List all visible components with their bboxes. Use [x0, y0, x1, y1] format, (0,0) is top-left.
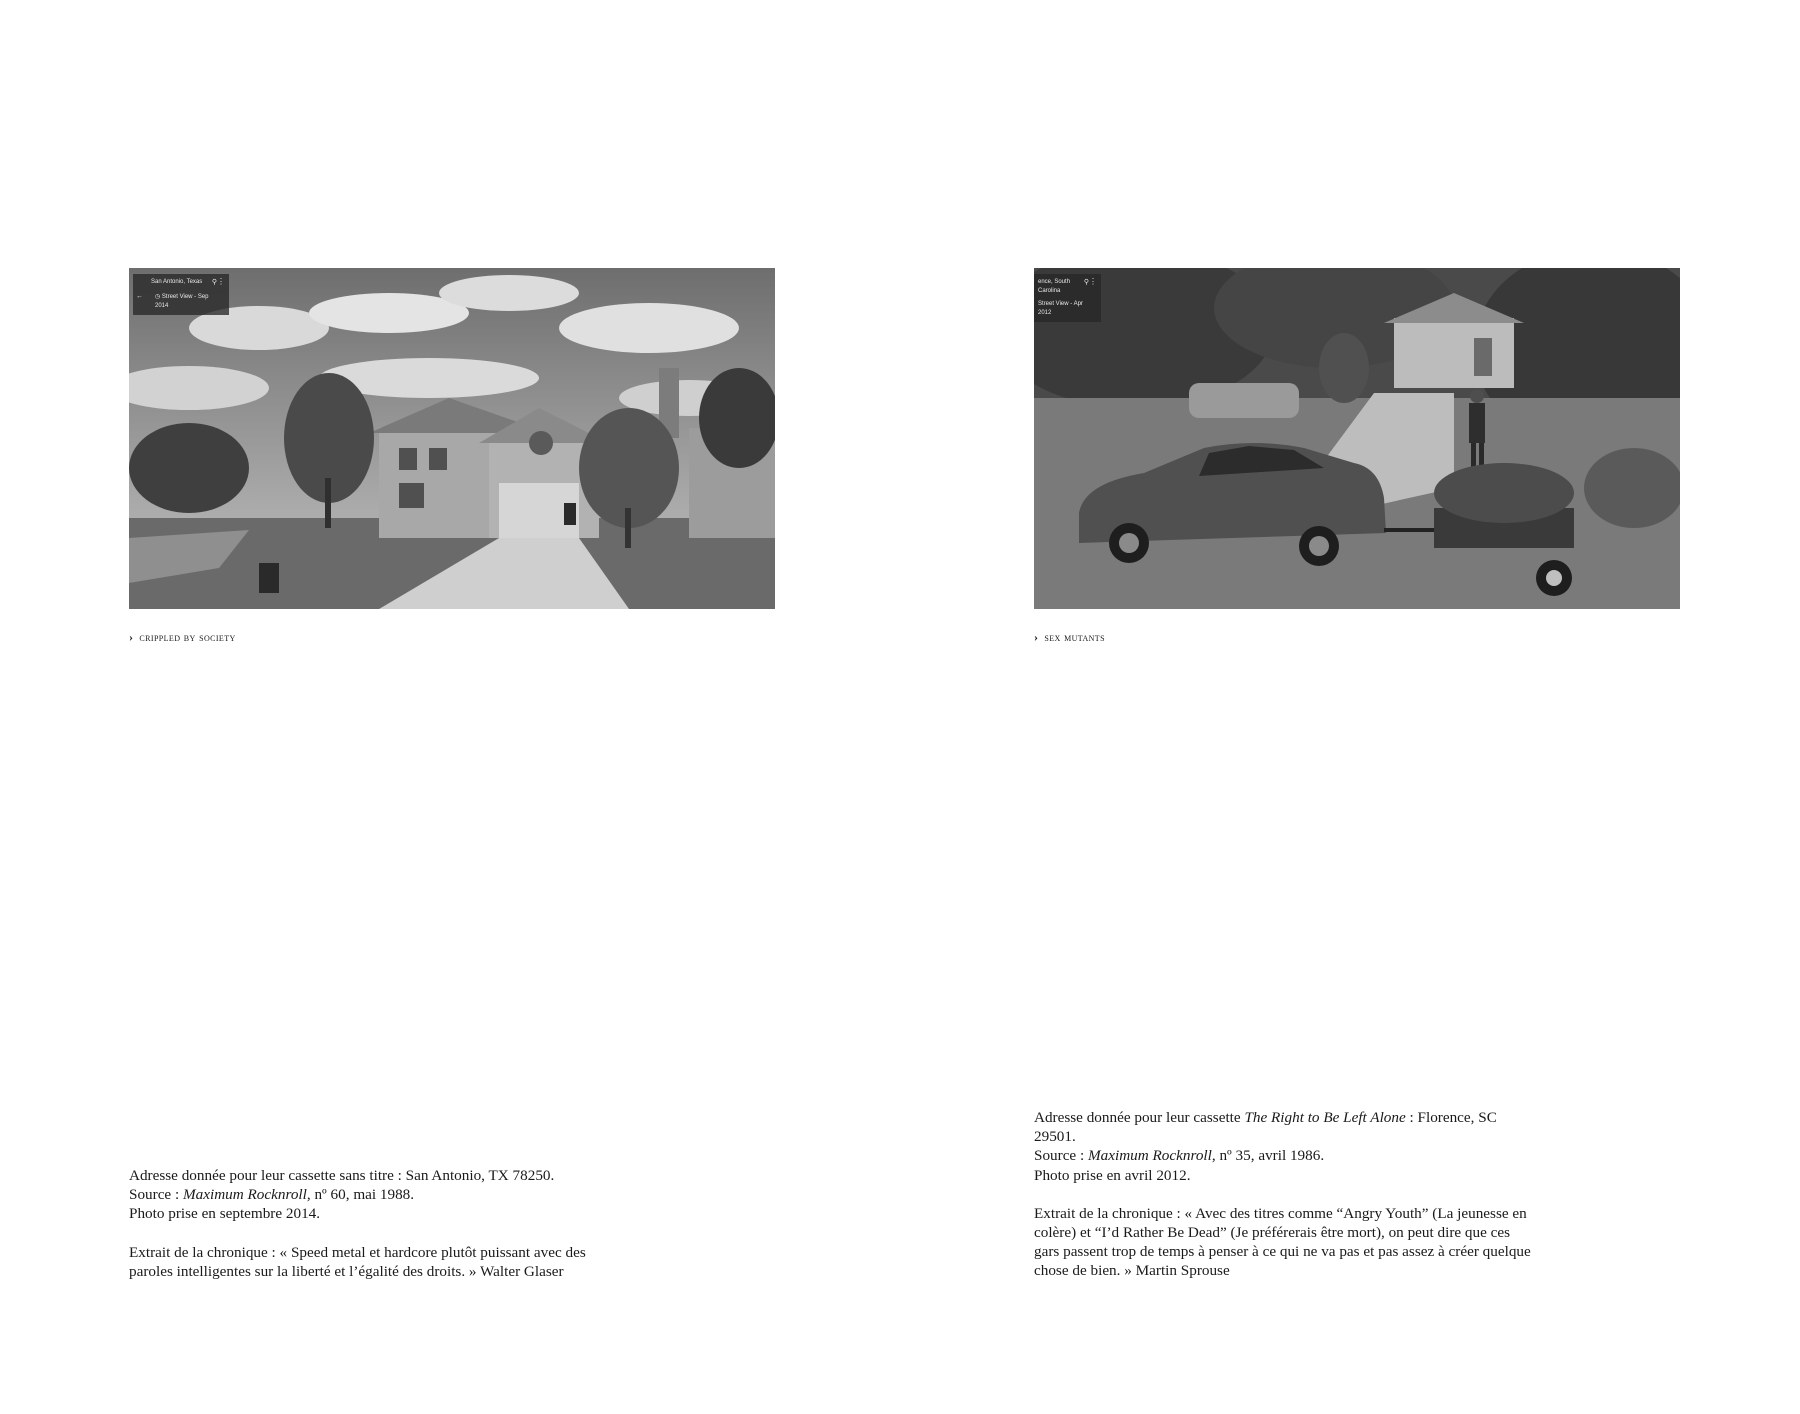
chevron-right-icon: ›: [1034, 630, 1039, 644]
street-view-photo-florence: [1034, 268, 1680, 609]
street-view-location: San Antonio, Texas: [151, 279, 203, 285]
source-line: Source : Maximum Rocknroll, nº 35, avril 1986.: [1034, 1147, 1325, 1165]
street-view-overlay[interactable]: [133, 274, 229, 315]
street-view-date: Street View - Apr 2012: [1038, 301, 1083, 316]
photo-date-line: Photo prise en avril 2012.: [1034, 1166, 1191, 1184]
street-view-location: ence, South Carolina: [1038, 279, 1071, 294]
location-pin-icon: ⚲: [211, 279, 217, 286]
street-view-photo-san-antonio: [129, 268, 775, 609]
source-line: Source : Maximum Rocknroll, nº 60, mai 1988.: [129, 1186, 415, 1204]
clock-icon: ◷: [155, 294, 161, 300]
photo-date-line: Photo prise en septembre 2014.: [129, 1205, 321, 1223]
band-caption: › sex mutants: [1034, 630, 1105, 644]
band-caption: › crippled by society: [129, 630, 236, 644]
review-excerpt: Extrait de la chronique : « Speed metal et hardcore plutôt puissant avec des paroles intelligentes sur la liberté et l’égalité des droits. » Walter Glaser: [129, 1243, 586, 1280]
more-vertical-icon[interactable]: ⋮: [217, 277, 225, 286]
address-line: Adresse donnée pour leur cassette sans titre : San Antonio, TX 78250.: [129, 1167, 555, 1184]
entry-text: [129, 1166, 629, 1281]
street-view-date: ◷ Street View - Sep 2014: [155, 294, 209, 309]
house-photo-illustration: [129, 268, 775, 609]
review-excerpt: Extrait de la chronique : « Avec des titres comme “Angry Youth” (La jeunesse en colère) et “I’d Rather Be Dead” (Je préférerais être mort), on peut dire que ces gars passent trop de temps à penser à ce qui ne va pas et pas assez à créer quelque chose de bien. » Martin Sprouse: [1034, 1204, 1531, 1280]
back-arrow-icon[interactable]: ←: [136, 293, 143, 300]
address-line: Adresse donnée pour leur cassette The Right to Be Left Alone : Florence, SC 29501.: [1034, 1109, 1497, 1146]
more-vertical-icon[interactable]: ⋮: [1089, 277, 1097, 286]
street-view-overlay[interactable]: [1034, 274, 1101, 322]
house-car-photo-illustration: [1034, 268, 1680, 609]
chevron-right-icon: ›: [129, 630, 134, 644]
right-page: [900, 0, 1800, 1414]
location-pin-icon: ⚲: [1083, 279, 1089, 286]
entry-text: [1034, 1108, 1534, 1281]
